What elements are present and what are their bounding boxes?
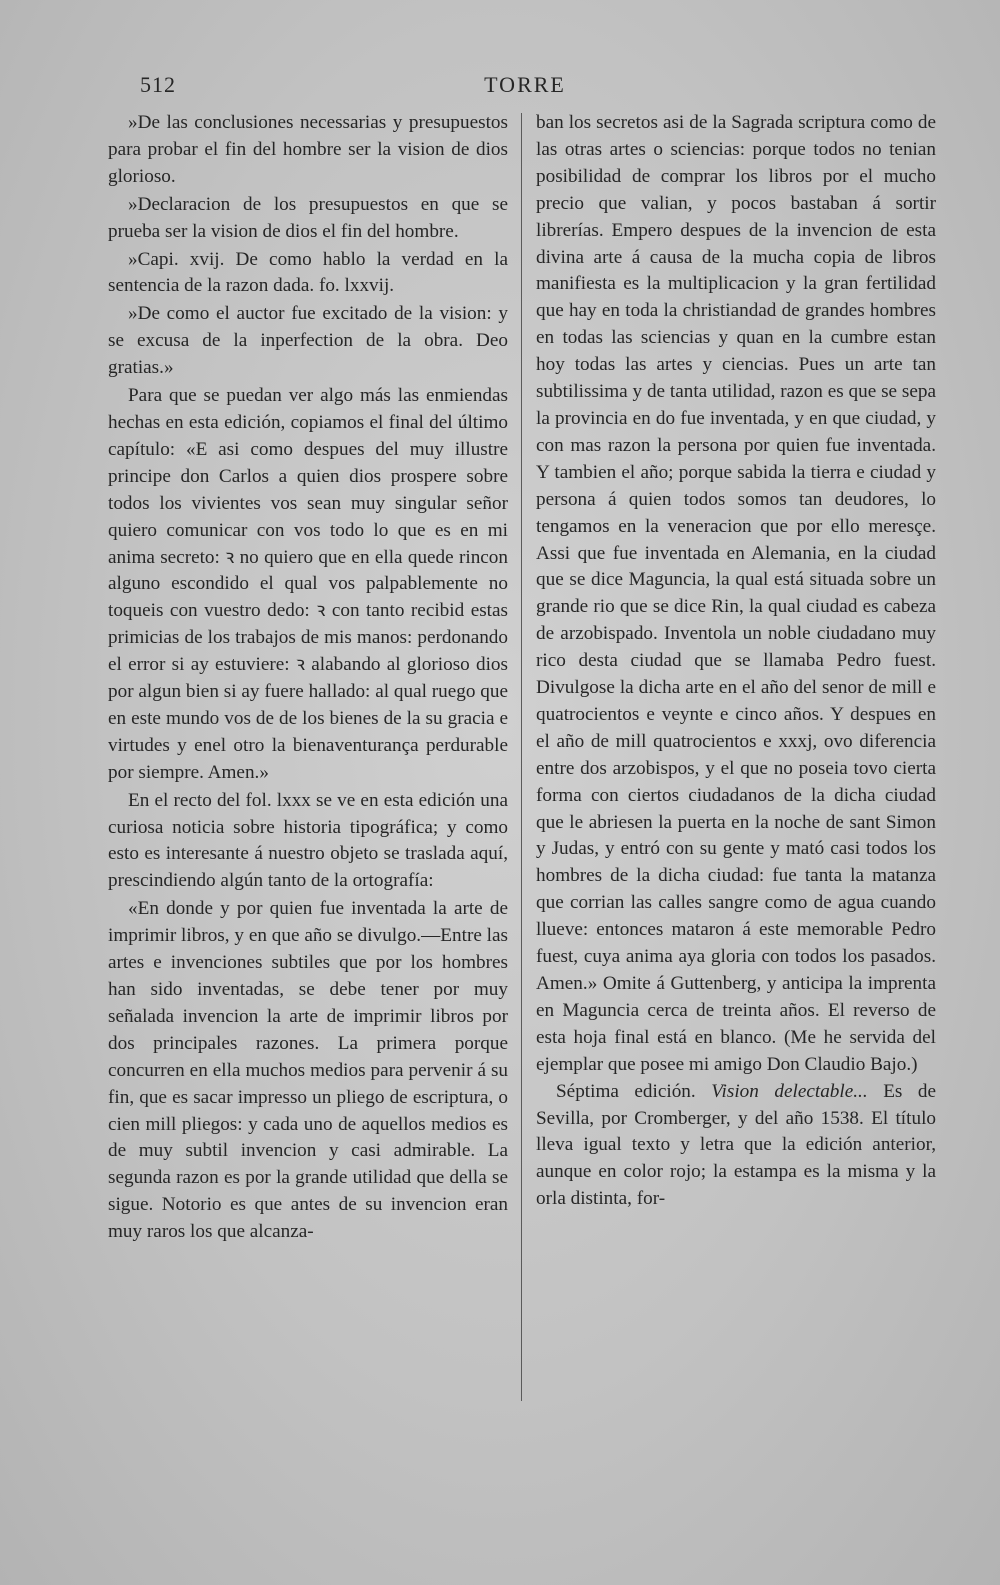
column-divider <box>521 113 522 1401</box>
list-entry-declaracion: »Declaracion de los presupuestos en que se prueba ser la vision de dios el fin del hombre. <box>108 193 508 242</box>
running-head <box>110 72 940 102</box>
work-title: Vision delectable... <box>711 1080 868 1102</box>
edition-description: Es de Sevilla, por Cromberger, y del año 1538. El título lleva igual texto y letra que la edición anterior, aunque en color rojo; la estampa es la misma y la orla distinta, for- <box>536 1080 937 1210</box>
left-column <box>108 110 508 1246</box>
paragraph-quotation-imprenta: «En donde y por quien fue inventada la arte de imprimir libros, y en que año se divulgo.—Entre las artes e invenciones subtiles que por los hombres han sido inventadas, se debe tener por muy señalada invencion la arte de imprimir libros por dos principales razones. La primera porque concurren en ella muchos medios para pervenir á su fin, que es sacar impresso un pliego de escriptura, o cien mill pliegos: y cada uno de aquellos medios es de muy subtil invencion y casi admirable. La segunda razon es por la grande utilidad que della se sigue. Notorio es que antes de su invencion eran muy raros los que alcanza- <box>108 898 508 1243</box>
page-number: 512 <box>140 72 176 97</box>
paragraph-septima-edicion <box>536 1079 936 1214</box>
list-entry-capitulo-xvij: »Capi. xvij. De como hablo la verdad en la sentencia de la razon dada. fo. lxxvij. <box>108 248 508 297</box>
list-entry-auctor: »De como el auctor fue excitado de la vision: y se excusa de la inperfection de la obra. Deo gratias.» <box>108 303 508 379</box>
running-title: TORRE <box>484 72 566 97</box>
paragraph-quotation-continued: ban los secretos asi de la Sagrada scriptura como de las otras artes o sciencias: porque todos no tenian posibilidad de comprar los libros por el mucho precio que valian, y pocos bastaban á sortir librerías. Empero despues de la invencion de esta divina arte á causa de la mucha copia de libros manifiesta es la multiplicacion y la gran fertilidad que hay en toda la christiandad de grandes hombres en todas las sciencias y quan en la cumbre estan hoy todas las artes y ciencias. Pues un arte tan subtilissima y de tanta utilidad, razon es que se sepa la provincia en do fue inventada, y en que ciudad, y con mas razon la persona por quien fue inventada. Y tambien el año; porque sabida la tierra e ciudad y persona á quien todos somos tan deudores, lo tengamos en la veneracion que por ello meresçe. Assi que fue inventada en Alemania, en la ciudad que se dice Maguncia, la qual está situada sobre un grande rio que se dice Rin, la qual ciudad es cabeza de arzobispado. Inventola un noble ciudadano muy rico desta ciudad que se llamaba Pedro fuest. Divulgose la dicha arte en el año del senor de mill e quatrocientos e veynte e cinco años. Y despues en el año de mill quatrocientos e xxxj, ovo diferencia entre dos arzobispos, y el que no poseia tovo cierta forma con ciertos ciudadanos de la dicha ciudad que le abriesen la puerta en la noche de sant Simon y Judas, y entró con su gente y mató casi todos los hombres de la dicha ciudad: fue tanta la matanza que corrian las calles sangre como de agua cuando llueve: entonces mataron á este memorable Pedro fuest, cuya anima aya gloria con todos los pasados. Amen.» Omite á Guttenberg, y anticipa la imprenta en Maguncia cerca de treinta años. El reverso de esta hoja final está en blanco. (Me he servida del ejemplar que posee mi amigo Don Claudio Bajo.) <box>536 112 936 1075</box>
paragraph-recto-folio: En el recto del fol. lxxx se ve en esta edición una curiosa noticia sobre historia tipográfica; y como esto es interesante á nuestro objeto se traslada aquí, prescindiendo algún tanto de la ortografía: <box>108 789 508 892</box>
edition-label: Séptima edición. <box>556 1080 696 1102</box>
right-column <box>536 110 936 1213</box>
paragraph-enmiendas: Para que se puedan ver algo más las enmiendas hechas en esta edición, copiamos el final del último capítulo: «E asi como despues del muy illustre principe don Carlos a quien dios prospere sobre todos los vivientes vos sean muy singular señor quiero comunicar con vos todo lo que es en mi anima secreto: ꝛ no quiero que en ella quede rincon alguno escondido el qual vos palpablemente no toqueis con vuestro dedo: ꝛ con tanto recibid estas primicias de los trabajos de mis manos: perdonando el error si ay estuviere: ꝛ alabando al glorioso dios por algun bien si ay fuere hallado: al qual ruego que en este mundo vos de de los bienes de la su gracia e virtudes y enel otro la bienaventurança perdurable por siempre. Amen.» <box>108 385 508 783</box>
list-entry-conclusiones: »De las conclusiones necessarias y presupuestos para probar el fin del hombre ser la vision de dios glorioso. <box>108 112 508 187</box>
